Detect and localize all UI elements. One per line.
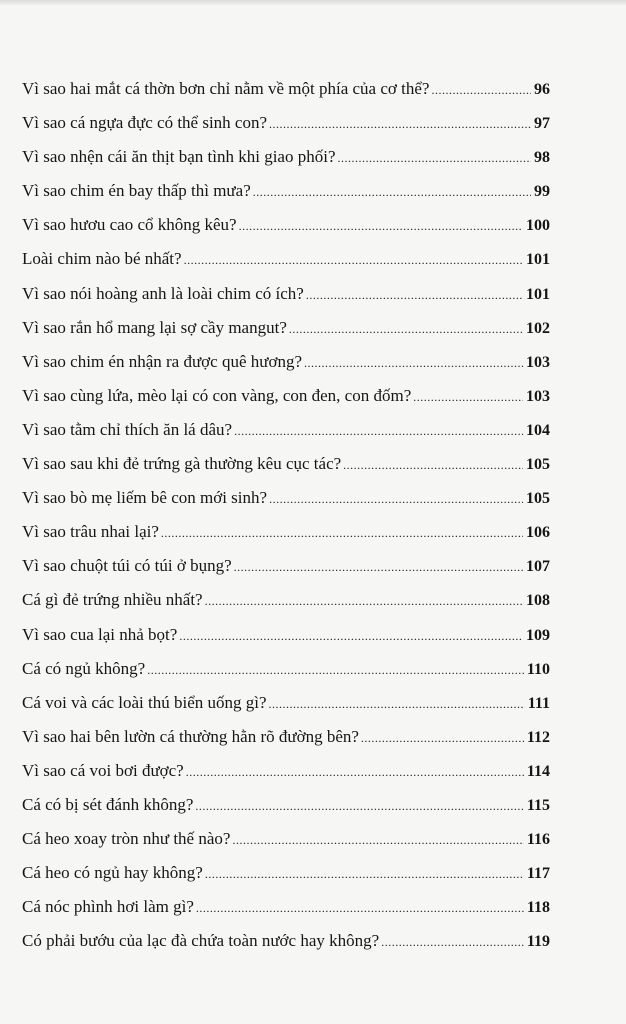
toc-entry-title: Vì sao cá ngựa đực có thể sinh con?: [22, 113, 268, 133]
toc-entry: [22, 822, 550, 856]
toc-page-number: 117: [526, 865, 550, 883]
toc-dot-leader: [205, 584, 523, 618]
toc-entry-title: Vì sao nói hoàng anh là loài chim có ích?: [22, 283, 304, 303]
toc-page-number: 98: [534, 149, 550, 167]
toc-page-number: 101: [526, 285, 550, 303]
toc-page-number: 102: [526, 319, 550, 337]
toc-page-number: 96: [534, 81, 550, 98]
toc-page-number: 115: [526, 796, 550, 814]
toc-entry-title: Vì sao cá voi bơi được?: [22, 760, 184, 780]
toc-entry: [22, 618, 550, 652]
toc-entry: [22, 549, 550, 583]
toc-entry: [22, 720, 550, 754]
toc-page-number: 111: [527, 694, 550, 712]
toc-dot-leader: [361, 721, 524, 755]
toc-dot-leader: [338, 141, 532, 175]
toc-dot-leader: [161, 516, 523, 550]
toc-dot-leader: [147, 653, 524, 687]
toc-entry: [22, 106, 550, 140]
toc-entry: [22, 754, 550, 788]
toc-entry: [22, 583, 550, 617]
toc-dot-leader: [196, 891, 524, 925]
toc-entry: [22, 311, 550, 345]
toc-entry: [22, 140, 550, 174]
toc-entry: [22, 515, 550, 549]
toc-entry: [22, 379, 550, 413]
toc-dot-leader: [186, 755, 524, 789]
toc-page-number: 105: [526, 490, 550, 508]
toc-dot-leader: [234, 550, 523, 584]
toc-page-number: 110: [526, 660, 550, 678]
toc-dot-leader: [205, 857, 524, 891]
toc-entry: [22, 652, 550, 686]
toc-dot-leader: [289, 312, 523, 346]
toc-dot-leader: [306, 278, 523, 312]
toc-dot-leader: [232, 823, 523, 857]
toc-dot-leader: [269, 687, 525, 721]
toc-entry-title: Cá có bị sét đánh không?: [22, 794, 194, 814]
toc-entry: [22, 277, 550, 311]
toc-page-number: 119: [526, 933, 550, 951]
toc-page-number: 114: [526, 762, 550, 780]
toc-entry-title: Vì sao hai mắt cá thờn bơn chỉ nằm về một phía của cơ thể?: [22, 79, 430, 98]
toc-entry-title: Vì sao cua lại nhả bọt?: [22, 624, 178, 644]
toc-entry-title: Loài chim nào bé nhất?: [22, 249, 182, 269]
toc-page-number: 109: [526, 626, 550, 644]
toc-entry-title: Vì sao sau khi đẻ trứng gà thường kêu cục tác?: [22, 454, 342, 474]
toc-dot-leader: [304, 346, 523, 380]
toc-dot-leader: [239, 209, 523, 243]
toc-entry: [22, 208, 550, 242]
toc-entry: [22, 242, 550, 276]
toc-page-number: 100: [526, 217, 550, 235]
toc-entry-title: Vì sao chim én bay thấp thì mưa?: [22, 181, 251, 201]
toc-entry-title: Vì sao cùng lứa, mèo lại có con vàng, con đen, con đốm?: [22, 385, 412, 405]
toc-dot-leader: [413, 380, 523, 414]
toc-page-number: 105: [526, 456, 550, 474]
toc-dot-leader: [253, 175, 531, 209]
toc-entry-title: Cá gì đẻ trứng nhiều nhất?: [22, 590, 203, 610]
toc-entry: [22, 481, 550, 515]
toc-dot-leader: [381, 925, 524, 959]
toc-page-number: 99: [534, 183, 550, 201]
toc-entry: [22, 686, 550, 720]
toc-entry-title: Cá heo có ngủ hay không?: [22, 863, 203, 883]
toc-entry: [22, 890, 550, 924]
toc-dot-leader: [343, 448, 523, 482]
toc-dot-leader: [195, 789, 523, 823]
toc-page-number: 106: [526, 524, 550, 542]
toc-entry-title: Có phải bướu của lạc đà chứa toàn nước hay không?: [22, 931, 380, 951]
toc-entry: [22, 72, 550, 106]
toc-entry: [22, 788, 550, 822]
toc-entry: [22, 924, 550, 958]
toc-dot-leader: [234, 414, 523, 448]
toc-entry-title: Cá có ngủ không?: [22, 658, 146, 678]
toc-entry-title: Vì sao nhện cái ăn thịt bạn tình khi giao phối?: [22, 147, 336, 167]
toc-page-number: 108: [526, 592, 550, 610]
toc-entry-title: Vì sao bò mẹ liếm bê con mới sinh?: [22, 488, 268, 508]
page-top-edge: [0, 0, 626, 6]
toc-entry-title: Vì sao chuột túi có túi ở bụng?: [22, 556, 232, 576]
toc-entry: [22, 447, 550, 481]
toc-page-number: 118: [526, 899, 550, 917]
toc-page-number: 97: [534, 115, 550, 133]
toc-dot-leader: [269, 482, 523, 516]
toc-entry-title: Cá heo xoay tròn như thế nào?: [22, 829, 231, 849]
toc-entry-title: Vì sao trâu nhai lại?: [22, 522, 159, 542]
toc-entry-title: Vì sao tằm chỉ thích ăn lá dâu?: [22, 419, 233, 439]
toc-entry-title: Vì sao rắn hổ mang lại sợ cầy mangut?: [22, 317, 287, 337]
toc-entry: [22, 174, 550, 208]
table-of-contents: [22, 72, 550, 958]
toc-entry-title: Vì sao chim én nhận ra được quê hương?: [22, 351, 302, 371]
toc-page-number: 103: [526, 353, 550, 371]
toc-dot-leader: [269, 107, 531, 141]
toc-page-number: 101: [526, 251, 550, 269]
toc-entry: [22, 413, 550, 447]
toc-page-number: 107: [526, 558, 550, 576]
toc-page-number: 112: [526, 728, 550, 746]
toc-dot-leader: [184, 243, 523, 277]
toc-page-number: 103: [526, 387, 550, 405]
toc-dot-leader: [431, 73, 531, 107]
toc-entry: [22, 856, 550, 890]
toc-entry-title: Vì sao hai bên lườn cá thường hằn rõ đường bên?: [22, 726, 359, 746]
toc-entry-title: Cá nóc phình hơi làm gì?: [22, 897, 194, 917]
toc-dot-leader: [179, 619, 523, 653]
toc-entry: [22, 345, 550, 379]
toc-entry-title: Cá voi và các loài thú biển uống gì?: [22, 692, 267, 712]
toc-entry-title: Vì sao hươu cao cổ không kêu?: [22, 215, 237, 235]
toc-page-number: 104: [526, 421, 550, 439]
toc-page-number: 116: [526, 831, 550, 849]
